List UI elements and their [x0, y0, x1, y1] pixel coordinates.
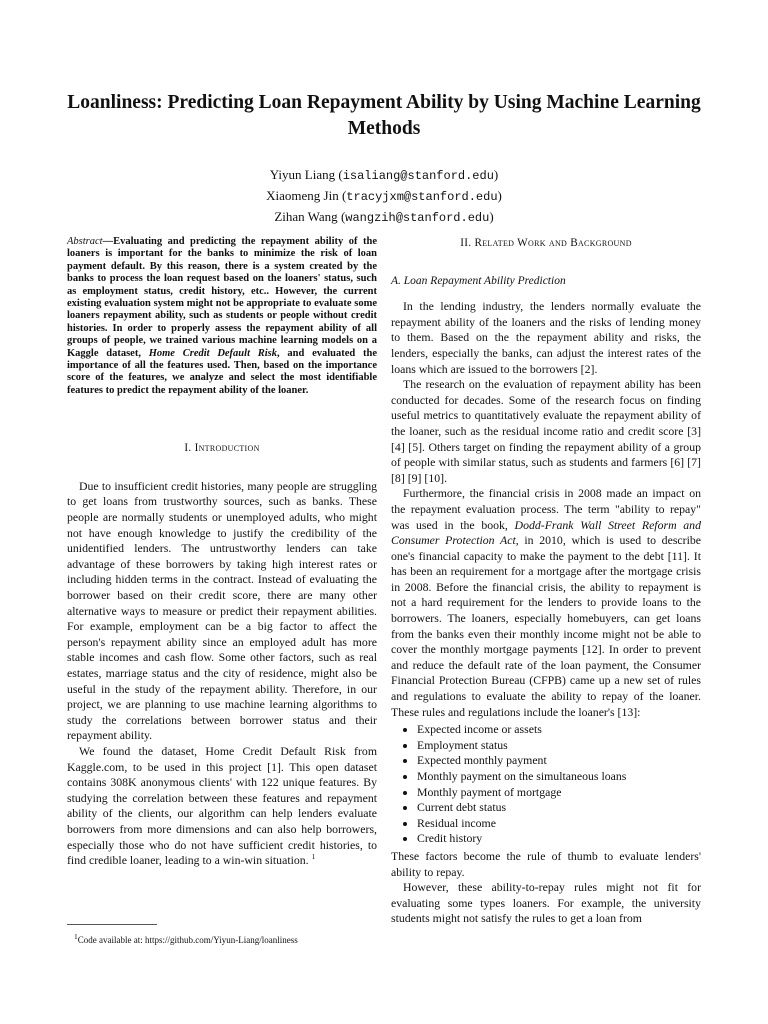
author-name: Zihan Wang — [274, 209, 338, 224]
right-column — [391, 236, 701, 927]
abstract: Abstract—Evaluating and predicting the repayment ability of the loaners is important for the banks to minimize the risk of loan payment default. By this reason, there is a system created by the banks to process the loan request based on the loaners' status, such as employment status, credit history, etc.. However, the current existing evaluation system might not be appropriate to evaluate some loaners repayment ability, such as students or people without credit histories. In order to properly assess the repayment ability of all groups of people, we trained various machine learning models on a Kaggle dataset, Home Credit Default Risk, and evaluated the importance of all the features used. Then, based on the importance score of the features, we analyze and select the most identifiable features to predict the repayment ability of the loaner. — [67, 236, 377, 396]
book-title: Dodd-Frank Wall Street Reform and Consumer Protection Act — [391, 517, 701, 548]
intro-paragraph-2-text: We found the dataset, Home Credit Default Risk from Kaggle.com, to be used in this project [1]. This open dataset contains 308K anonymous clients' with 122 unique features. By studying the correlation between these features and repayment ability of the clients, our algorithm can help lenders evaluate borrowers from more dimensions and can also help borrowers, especially those who do not have sufficient credit histories, to find credible loaner, leading to a win-win situation. — [67, 743, 377, 868]
section-title: Related Work and Background — [474, 237, 632, 249]
footnote-text: Code available at: https://github.com/Yiyun-Liang/loanliness — [77, 935, 298, 945]
list-item: • Monthly payment of mortgage — [417, 785, 701, 801]
footnote-number: 1 — [74, 932, 78, 941]
list-item: • Residual income — [417, 816, 701, 832]
intro-paragraph-1: Due to insufficient credit histories, many people are struggling to get loans from trustworthy sources, such as banks. These people are normally students or unemployed adults, who might not have enough knowledge to justify the credibility of the unidentified lenders. The untrustworthy lenders can take advantage of these borrowers by taking high interest rates or including hidden terms in the contract. Instead of evaluating the borrower based on their credit score, there are many other alternative ways to measure or predict their repayment abilities. For example, employment can be a big factor to affect the person's repayment ability since an employed adult has more stable incomes and cash flow. Some other factors, such as real estates, marriage status and the city of residence, might also be useful in the study of the repayment ability. Therefore, in our project, we are planning to use machine learning algorithms to study the correlations between borrower status and their repayment ability. — [67, 478, 377, 743]
abstract-dataset-name: Home Credit Default Risk — [148, 347, 277, 359]
criteria-list — [391, 722, 701, 847]
related-paragraph-1: In the lending industry, the lenders normally evaluate the repayment ability of the loaners and the risks of lending money to them. Based on the the repayment ability and risks, the lenders, especially the banks, can adjust the interest rates of the loans which are issued to the borrowers [2]. — [391, 299, 701, 376]
section-heading-related-work — [391, 236, 701, 252]
list-item: • Monthly payment on the simultaneous loans — [417, 769, 701, 785]
left-column — [67, 236, 377, 869]
paper-title: Loanliness: Predicting Loan Repayment Ability by Using Machine Learning Methods — [67, 92, 701, 139]
related-paragraph-3-text-b: , in 2010, which is used to describe one's financial capacity to make the payment to the debt [11]. It has been an requirement for a mortgage after the mortgage crisis in 2008. Before the financial crisis, the ability to repayment is not a hard requirement for the lenders to provide loans to the borrowers. The loaners, especially homebuyers, can get loans from the banks even their monthly income might not be able to cover the monthly mortgage payments [12]. In order to prevent and reduce the default rate of the loan payment, the Consumer Financial Protection Bureau (CFPB) came up a new set of rules and regulations to evaluate the ability to repay of the loaner. These rules and regulations include the loaner's [13]: — [391, 533, 701, 719]
intro-paragraph-2 — [67, 744, 377, 869]
footnote-rule — [67, 924, 157, 925]
section-number: I. — [184, 442, 192, 455]
section-number: II. — [460, 237, 472, 249]
list-item: • Expected income or assets — [417, 722, 701, 738]
section-heading-introduction — [67, 441, 377, 457]
author-email: tracyjxm@stanford.edu — [346, 190, 498, 204]
section-title: Introduction — [194, 442, 260, 455]
list-item: • Credit history — [417, 831, 701, 847]
related-paragraph-3-text-a: Furthermore, the financial crisis in 2008 made an impact on the repayment evaluation process. The term "ability to repay" was used in the book, — [391, 486, 701, 532]
author-block — [160, 165, 608, 228]
author-name: Yiyun Liang — [269, 167, 336, 182]
abstract-text-1: Evaluating and predicting the repayment ability of the loaners is important for the banks to minimize the risk of loan payment default. By this reason, there is a system created by the banks to process the loan request based on the loaners' status, such as employment status, credit history, etc.. However, the current existing evaluation system might not be appropriate to evaluate some loaners repayment ability, such as students or people without credit histories. In order to properly assess the repayment ability of all groups of people, we trained various machine learning models on a Kaggle dataset, — [67, 236, 377, 359]
author-email: wangzih@stanford.edu — [345, 211, 490, 225]
subsection-heading: A. Loan Repayment Ability Prediction — [391, 274, 566, 287]
footnote — [74, 934, 298, 946]
list-item: • Current debt status — [417, 800, 701, 816]
author-name: Xiaomeng Jin — [266, 188, 339, 203]
related-paragraph-5: However, these ability-to-repay rules might not fit for evaluating some types loaners. For example, the university students might not satisfy the rules to get a loan from — [391, 880, 701, 926]
related-paragraph-4: These factors become the rule of thumb to evaluate lenders' ability to repay. — [391, 848, 701, 879]
list-item: • Expected monthly payment — [417, 753, 701, 769]
author-line: Yiyun Liang (isaliang@stanford.edu) — [269, 167, 499, 183]
related-paragraph-2: The research on the evaluation of repayment ability has been conducted for decades. Some of the research focus on finding useful metrics to quantitatively evaluate the repayment ability of the loaner, such as the residual income ratio and credit score [3] [4] [5]. Others target on finding the repayment ability of a group of people with similar status, such as students and farmers [6] [7] [8] [9] [10]. — [391, 377, 701, 485]
author-line: Zihan Wang (wangzih@stanford.edu) — [274, 209, 494, 225]
abstract-text-2: , and evaluated the importance of all the features used. Then, based on the importance score of the features, we analyze and select the most identifiable features to predict the repayment ability of the loaner. — [67, 347, 377, 396]
footnote-marker: 1 — [311, 852, 316, 862]
list-item: • Employment status — [417, 738, 701, 754]
abstract-label: Abstract — [67, 236, 103, 247]
related-paragraph-3 — [391, 486, 701, 720]
author-email: isaliang@stanford.edu — [342, 169, 494, 183]
author-line: Xiaomeng Jin (tracyjxm@stanford.edu) — [266, 188, 502, 204]
